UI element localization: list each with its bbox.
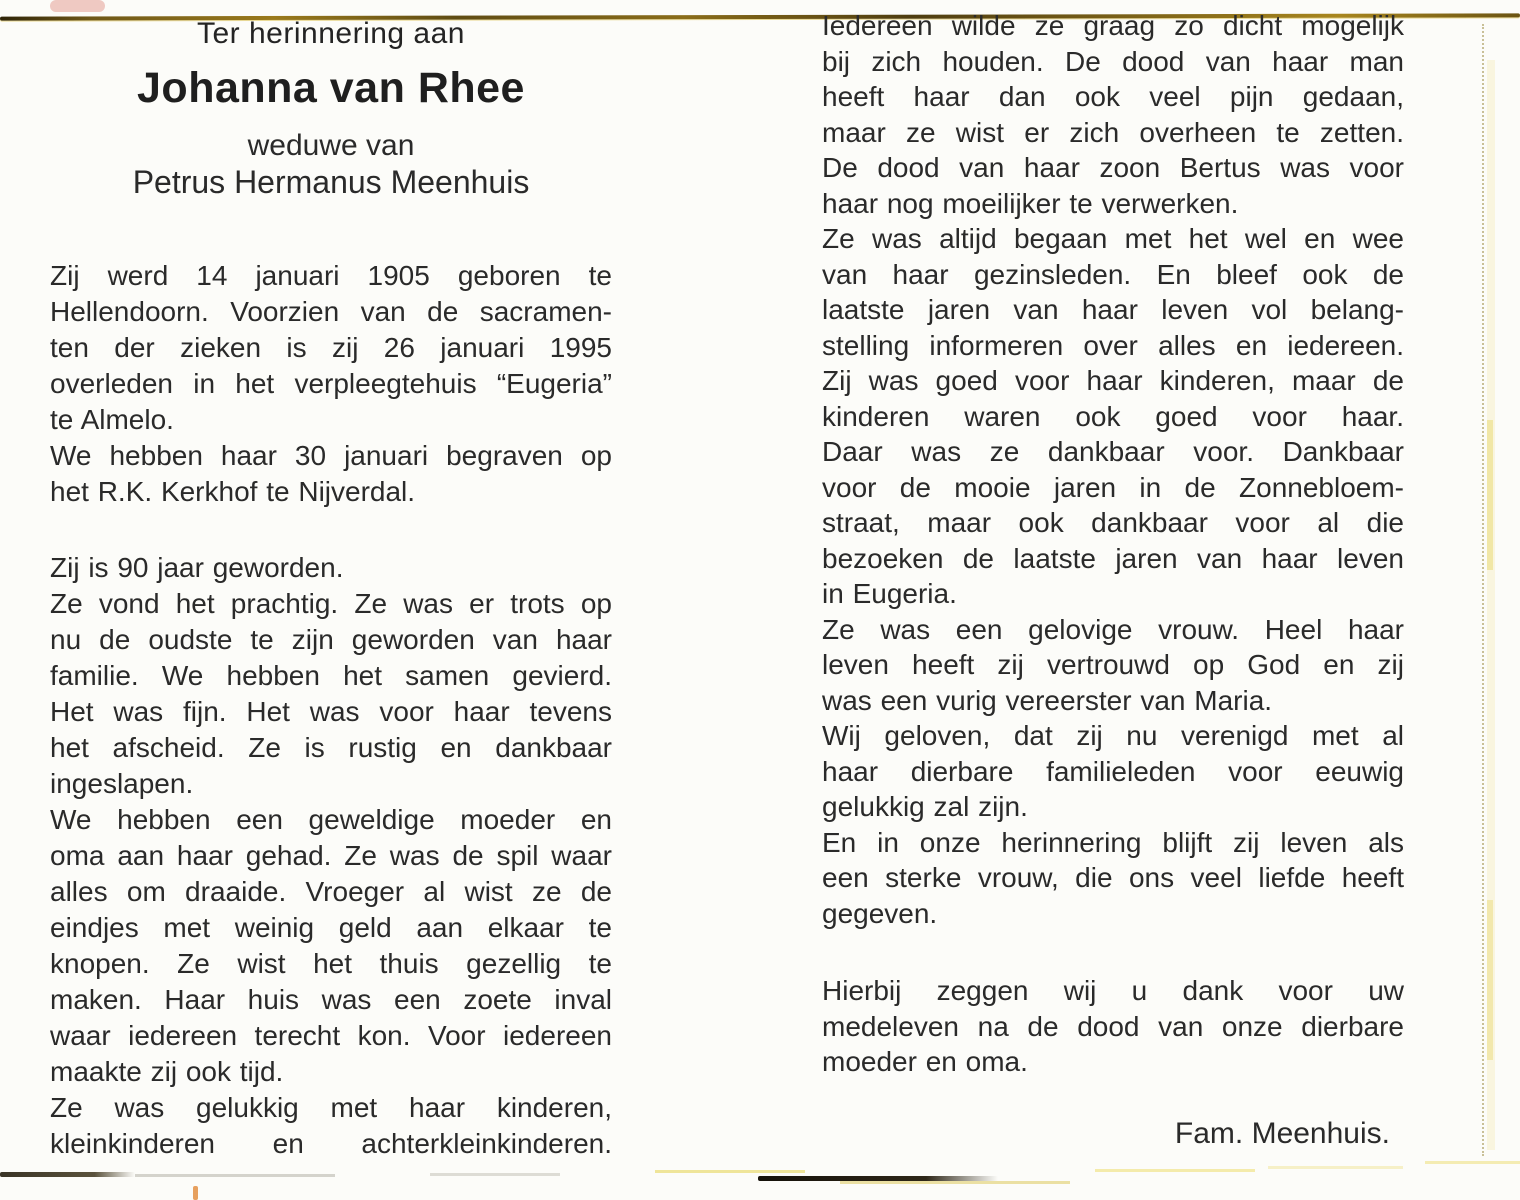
text-line: bij zich houden. De dood van haar man — [822, 45, 1404, 77]
text-line: Hierbij zeggen wij u dank voor uw — [822, 975, 1404, 1006]
text-line: straat, maar ook dankbaar voor al die — [822, 507, 1404, 538]
text-line: kinderen waren ook goed voor haar. — [822, 400, 1404, 432]
right-edge-tint-highlight — [1487, 900, 1493, 1060]
text-line: Wij geloven, dat zij nu verenigd met al — [822, 720, 1404, 751]
text-line: stelling informeren over alles en iedereen. — [822, 329, 1404, 361]
paragraph — [822, 8, 1404, 931]
text-line: gelukkig zal zijn. — [822, 791, 1028, 822]
text-line: waar iedereen terecht kon. Voor iedereen — [50, 1020, 612, 1051]
paragraph — [822, 973, 1404, 1080]
text-line: een sterke vrouw, die ons veel liefde heeft — [822, 862, 1404, 893]
card-bottom-edge-segment — [1095, 1169, 1255, 1172]
text-line: overleden in het verpleegtehuis “Eugeria” — [50, 368, 612, 399]
text-line: maar ze wist er zich overheen te zetten. — [822, 116, 1404, 148]
text-line: haar nog moeilijker te verwerken. — [822, 187, 1239, 219]
text-line: Ze was een gelovige vrouw. Heel haar — [822, 613, 1404, 645]
paragraph — [50, 258, 612, 510]
text-line: knopen. Ze wist het thuis gezellig te — [50, 948, 612, 979]
text-line: bezoeken de laatste jaren van haar leven — [822, 542, 1404, 574]
memorial-header — [50, 14, 612, 200]
text-line: oma aan haar gehad. Ze was de spil waar — [50, 840, 612, 871]
right-edge-tint-highlight — [1487, 420, 1493, 570]
text-line: gegeven. — [822, 897, 938, 929]
text-line: ingeslapen. — [50, 768, 194, 799]
deceased-name: Johanna van Rhee — [137, 64, 525, 112]
card-bottom-edge-segment — [1268, 1166, 1403, 1169]
text-line: laatste jaren van haar leven vol belang- — [822, 294, 1404, 325]
card-bottom-edge-segment — [1425, 1161, 1520, 1164]
text-line: Hellendoorn. Voorzien van de sacramen- — [50, 296, 612, 327]
text-line: van haar gezinsleden. En bleef ook de — [822, 258, 1404, 290]
text-line: Ze vond het prachtig. Ze was er trots op — [50, 588, 612, 619]
card-bottom-edge-segment — [135, 1174, 335, 1177]
card-bottom-edge-segment — [655, 1170, 805, 1173]
text-line: Iedereen wilde ze graag zo dicht mogelijk — [822, 10, 1404, 41]
text-line: te Almelo. — [50, 404, 174, 435]
text-line: We hebben een geweldige moeder en — [50, 804, 612, 835]
scan-mark — [193, 1186, 198, 1200]
text-line: kleinkinderen en achterkleinkinderen. — [50, 1128, 612, 1159]
card-bottom-edge-segment — [430, 1173, 560, 1176]
text-line: Daar was ze dankbaar voor. Dankbaar — [822, 436, 1404, 467]
paragraph — [50, 550, 612, 1162]
text-line: Ze was altijd begaan met het wel en wee — [822, 223, 1404, 254]
text-line: We hebben haar 30 januari begraven op — [50, 440, 612, 471]
text-line: eindjes met weinig geld aan elkaar te — [50, 912, 612, 943]
family-signature: Fam. Meenhuis. — [1174, 1116, 1390, 1150]
text-line: het afscheid. Ze is rustig en dankbaar — [50, 732, 612, 763]
text-line: Zij is 90 jaar geworden. — [50, 552, 344, 583]
text-line: haar dierbare familieleden voor eeuwig — [822, 755, 1404, 787]
text-line: leven heeft zij vertrouwd op God en zij — [822, 649, 1404, 680]
left-column-text — [50, 258, 612, 1162]
text-line: medeleven na de dood van onze dierbare — [822, 1010, 1404, 1042]
text-line: maakte zij ook tijd. — [50, 1056, 284, 1087]
scan-smudge — [50, 0, 105, 12]
text-line: Het was fijn. Het was voor haar tevens — [50, 696, 612, 727]
text-line: was een vurig vereerster van Maria. — [822, 684, 1273, 716]
card-bottom-edge-segment — [0, 1172, 135, 1177]
text-line: nu de oudste te zijn geworden van haar — [50, 624, 612, 655]
text-line: Zij was goed voor haar kinderen, maar de — [822, 365, 1404, 396]
right-column-text — [822, 8, 1404, 1152]
text-line: familie. We hebben het samen gevierd. — [50, 660, 612, 691]
text-line: voor de mooie jaren in de Zonnebloem- — [822, 471, 1404, 503]
text-line: ten der zieken is zij 26 januari 1995 — [50, 332, 612, 363]
text-line: maken. Haar huis was een zoete inval — [50, 984, 612, 1015]
widow-of-line: weduwe van — [247, 129, 415, 162]
text-line: En in onze herinnering blijft zij leven als — [822, 826, 1404, 858]
card-right-fold-line — [1482, 24, 1484, 1156]
text-line: het R.K. Kerkhof te Nijverdal. — [50, 476, 416, 507]
text-line: in Eugeria. — [822, 578, 957, 609]
text-line: alles om draaide. Vroeger al wist ze de — [50, 876, 612, 907]
husband-name: Petrus Hermanus Meenhuis — [132, 164, 530, 200]
right-column-paragraphs — [822, 8, 1404, 1080]
text-line: Ze was gelukkig met haar kinderen, — [50, 1092, 612, 1123]
card-bottom-edge-segment — [840, 1181, 1070, 1184]
memorial-intro-line: Ter herinnering aan — [196, 17, 465, 50]
text-line: heeft haar dan ook veel pijn gedaan, — [822, 81, 1404, 112]
text-line: moeder en oma. — [822, 1046, 1028, 1077]
text-line: Zij werd 14 januari 1905 geboren te — [50, 260, 612, 291]
text-line: De dood van haar zoon Bertus was voor — [822, 152, 1404, 183]
